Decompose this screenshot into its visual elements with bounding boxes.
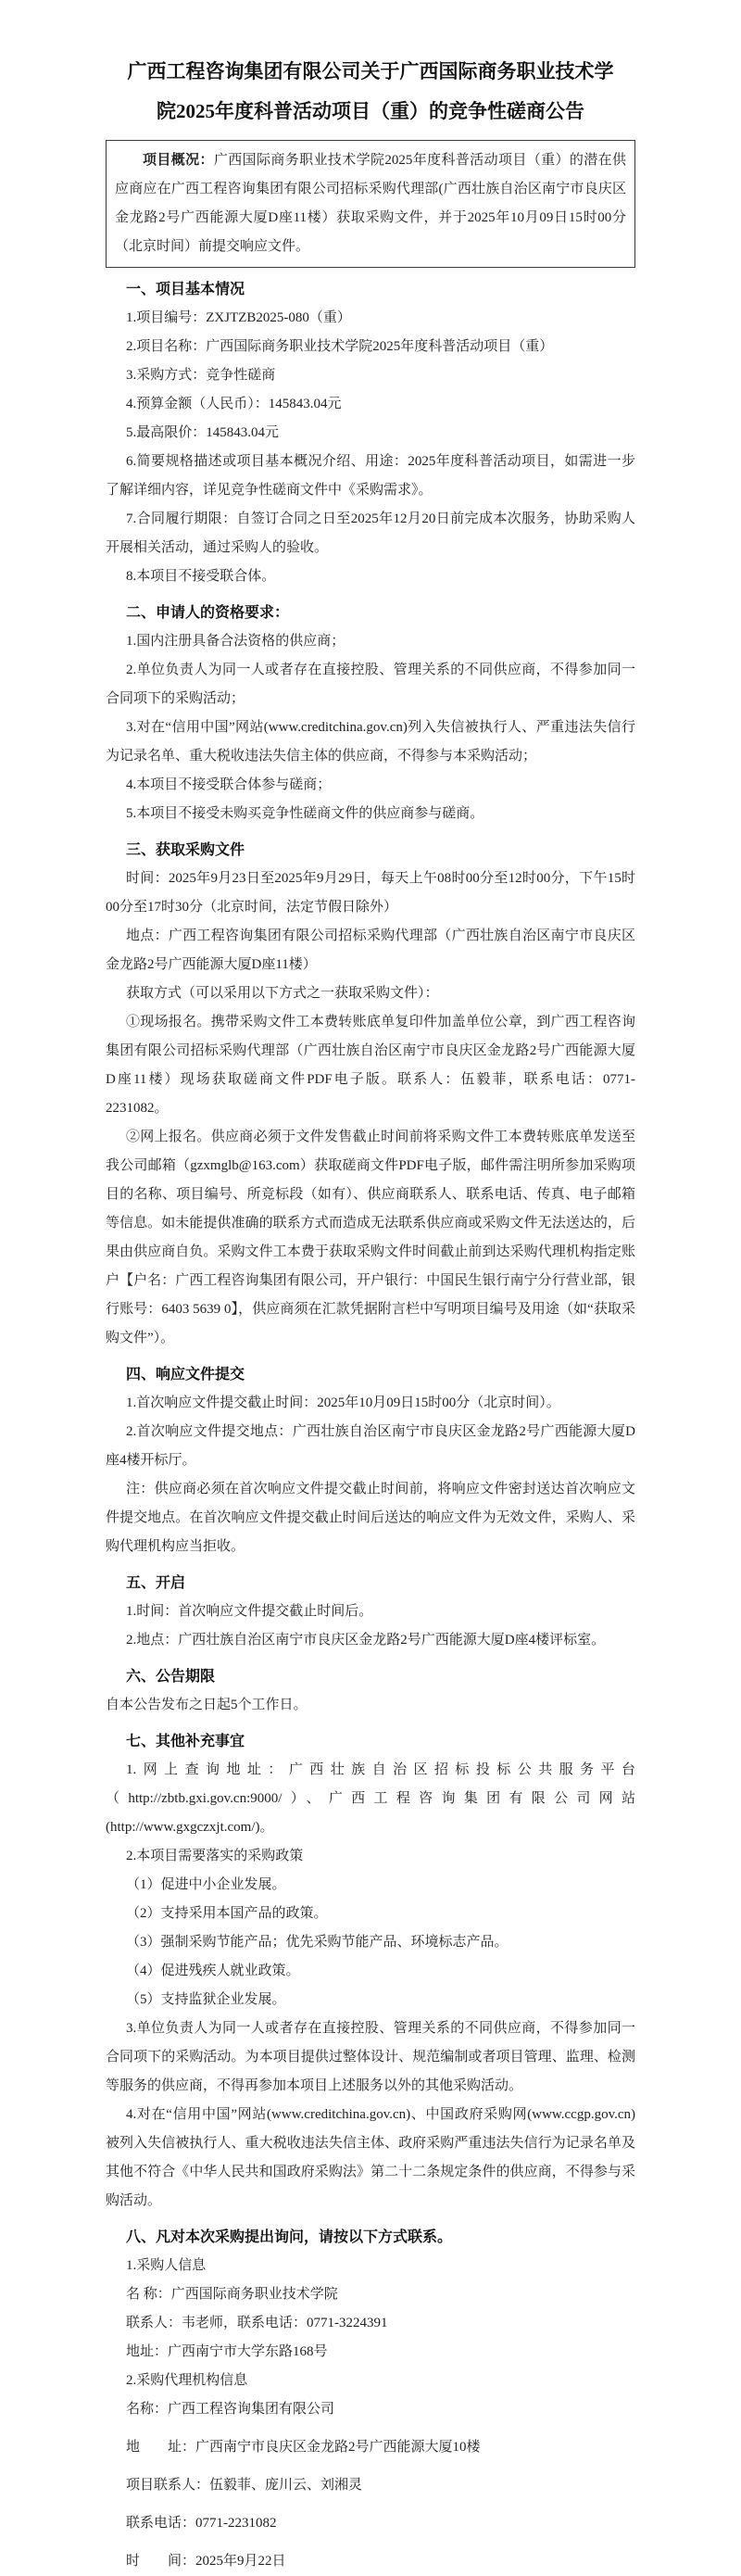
section-heading-4: 四、响应文件提交 bbox=[126, 1367, 245, 1383]
paragraph: 时间：2025年9月23日至2025年9月29日，每天上午08时00分至12时00分，下午15时00分至17时30分（北京时间，法定节假日除外） bbox=[106, 871, 635, 915]
paragraph: 1.网上查询地址：广西壮族自治区招标投标公共服务平台（http://zbtb.gxi.gov.cn:9000/）、广西工程咨询集团有限公司网站(http://www.gxgczxjt.com/)。 bbox=[106, 1762, 635, 1835]
paragraph: 1.时间：首次响应文件提交截止时间后。 bbox=[126, 1604, 373, 1619]
paragraph: 1.首次响应文件提交截止时间：2025年10月09日15时00分（北京时间）。 bbox=[126, 1395, 560, 1410]
paragraph: 联系人：韦老师，联系电话：0771-3224391 bbox=[126, 2316, 388, 2330]
paragraph: 5.最高限价：145843.04元 bbox=[126, 425, 280, 440]
paragraph: 1.国内注册具备合法资格的供应商； bbox=[126, 634, 345, 649]
paragraph: 地 址：广西南宁市良庆区金龙路2号广西能源大厦10楼 bbox=[126, 2440, 481, 2455]
section-heading-7: 七、其他补充事宜 bbox=[126, 1734, 245, 1749]
paragraph: 2.采购代理机构信息 bbox=[126, 2373, 248, 2388]
paragraph: 获取方式（可以采用以下方式之一获取采购文件）： bbox=[126, 986, 439, 1001]
section-heading-2: 二、申请人的资格要求： bbox=[126, 605, 290, 621]
paragraph: 4.本项目不接受联合体参与磋商； bbox=[126, 777, 332, 792]
paragraph: 7.合同履行期限：自签订合同之日至2025年12月20日前完成本次服务，协助采购人开展相关活动，通过采购人的验收。 bbox=[106, 511, 635, 555]
project-overview-box bbox=[106, 140, 635, 268]
paragraph: 时 间：2025年9月22日 bbox=[126, 2554, 286, 2569]
paragraph: 3.对在“信用中国”网站(www.creditchina.gov.cn)列入失信被执行人、严重违法失信行为记录名单、重大税收违法失信主体的供应商，不得参与本采购活动； bbox=[106, 720, 635, 764]
paragraph: （3）强制采购节能产品；优先采购节能产品、环境标志产品。 bbox=[126, 1935, 509, 1950]
paragraph: 6.简要规格描述或项目基本概况介绍、用途：2025年度科普活动项目，如需进一步了解详细内容，详见竞争性磋商文件中《采购需求》。 bbox=[106, 454, 635, 498]
paragraph: 4.对在“信用中国”网站(www.creditchina.gov.cn)、中国政府采购网(www.ccgp.gov.cn)被列入失信被执行人、重大税收违法失信主体、政府采购严重违法失信行为记录名单及其他不符合《中华人民共和国政府采购法》第二十二条规定条件的供应商，不得参与采购活动。 bbox=[106, 2107, 635, 2208]
page-title-line-1: 广西工程咨询集团有限公司关于广西国际商务职业技术学 bbox=[127, 60, 614, 82]
paragraph: 地址：广西南宁市大学东路168号 bbox=[126, 2344, 328, 2359]
paragraph: 项目联系人：伍毅菲、庞川云、刘湘灵 bbox=[126, 2478, 363, 2493]
paragraph: 联系电话：0771-2231082 bbox=[126, 2516, 277, 2531]
project-overview-paragraph bbox=[115, 146, 626, 261]
project-overview-label: 项目概况： bbox=[143, 153, 214, 168]
paragraph: ②网上报名。供应商必须于文件发售截止时间前将采购文件工本费转账底单发送至我公司邮箱（gzxmglb@163.com）获取磋商文件PDF电子版，邮件需注明所参加采购项目的名称、项目编号、所竞标段（如有）、供应商联系人、联系电话、传真、电子邮箱等信息。如未能提供准确的联系方式而造成无法联系供应商或采购文件无法送达的，后果由供应商自负。采购文件工本费于获取采购文件时间截止前到达采购代理机构指定账户【户名：广西工程咨询集团有限公司，开户银行：中国民生银行南宁分行营业部，银行账号：6403 5639 0】，供应商须在汇款凭据附言栏中写明项目编号及用途（如“获取采购文件”）。 bbox=[106, 1130, 635, 1345]
paragraph: 2.地点：广西壮族自治区南宁市良庆区金龙路2号广西能源大厦D座4楼评标室。 bbox=[126, 1633, 606, 1648]
paragraph: 名 称：广西国际商务职业技术学院 bbox=[126, 2287, 338, 2302]
paragraph: 3.单位负责人为同一人或者存在直接控股、管理关系的不同供应商，不得参加同一合同项下的采购活动。为本项目提供过整体设计、规范编制或者项目管理、监理、检测等服务的供应商，不得再参加本项目上述服务以外的其他采购活动。 bbox=[106, 2021, 635, 2093]
paragraph: 名称：广西工程咨询集团有限公司 bbox=[126, 2402, 335, 2417]
section-heading-6: 六、公告期限 bbox=[126, 1669, 216, 1685]
paragraph: （5）支持监狱企业发展。 bbox=[126, 1992, 286, 2007]
section-heading-5: 五、开启 bbox=[126, 1575, 186, 1591]
section-heading-1: 一、项目基本情况 bbox=[126, 282, 245, 297]
paragraph: 2.首次响应文件提交地点：广西壮族自治区南宁市良庆区金龙路2号广西能源大厦D座4楼开标厅。 bbox=[106, 1424, 635, 1468]
paragraph: 2.项目名称：广西国际商务职业技术学院2025年度科普活动项目（重） bbox=[126, 339, 554, 354]
paragraph: 地点：广西工程咨询集团有限公司招标采购代理部（广西壮族自治区南宁市良庆区金龙路2号广西能源大厦D座11楼） bbox=[106, 928, 635, 972]
paragraph: 8.本项目不接受联合体。 bbox=[126, 569, 276, 584]
paragraph: 1.采购人信息 bbox=[126, 2258, 207, 2273]
paragraph: 5.本项目不接受未购买竞争性磋商文件的供应商参与磋商。 bbox=[126, 806, 484, 821]
section-heading-3: 三、获取采购文件 bbox=[126, 842, 245, 858]
project-overview-text: 广西国际商务职业技术学院2025年度科普活动项目（重）的潜在供应商应在广西工程咨询集团有限公司招标采购代理部(广西壮族自治区南宁市良庆区金龙路2号广西能源大厦D座11楼）获取采购文件，并于2025年10月09日15时00分（北京时间）前提交响应文件。 bbox=[115, 153, 626, 254]
paragraph: 2.本项目需要落实的采购政策 bbox=[126, 1849, 304, 1863]
section-heading-8: 八、凡对本次采购提出询问，请按以下方式联系。 bbox=[126, 2229, 453, 2245]
paragraph: 4.预算金额（人民币）：145843.04元 bbox=[126, 397, 342, 411]
page-title-line-2: 院2025年度科普活动项目（重）的竞争性磋商公告 bbox=[157, 100, 584, 122]
paragraph: ①现场报名。携带采购文件工本费转账底单复印件加盖单位公章，到广西工程咨询集团有限公司招标采购代理部（广西壮族自治区南宁市良庆区金龙路2号广西能源大厦D座11楼）现场获取磋商文件PDF电子版。联系人：伍毅菲，联系电话：0771-2231082。 bbox=[106, 1015, 635, 1116]
paragraph: 自本公告发布之日起5个工作日。 bbox=[106, 1698, 308, 1712]
paragraph: （1）促进中小企业发展。 bbox=[126, 1877, 286, 1892]
paragraph: （2）支持采用本国产品的政策。 bbox=[126, 1906, 328, 1921]
page-title bbox=[106, 52, 635, 132]
paragraph: （4）促进残疾人就业政策。 bbox=[126, 1964, 300, 1978]
paragraph: 1.项目编号：ZXJTZB2025-080（重） bbox=[126, 310, 351, 325]
paragraph: 2.单位负责人为同一人或者存在直接控股、管理关系的不同供应商，不得参加同一合同项下的采购活动； bbox=[106, 663, 635, 706]
paragraph: 3.采购方式：竞争性磋商 bbox=[126, 368, 276, 383]
paragraph: 注：供应商必须在首次响应文件提交截止时间前，将响应文件密封送达首次响应文件提交地点。在首次响应文件提交截止时间后送达的响应文件为无效文件，采购人、采购代理机构应当拒收。 bbox=[106, 1482, 635, 1554]
